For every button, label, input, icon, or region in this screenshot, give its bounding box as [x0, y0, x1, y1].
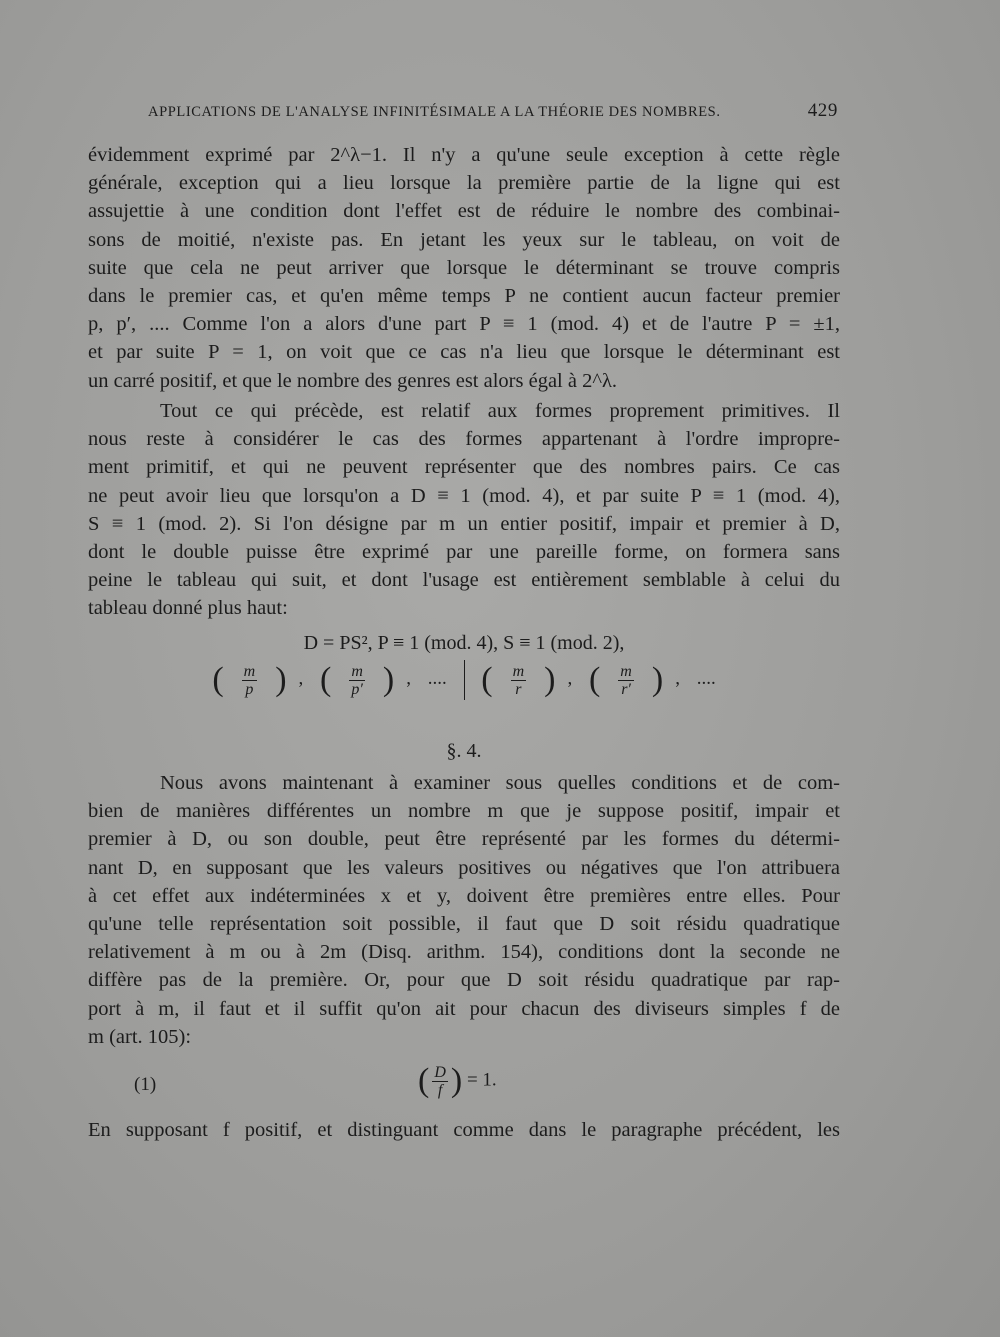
- text-line: sons de moitié, n'existe pas. En jetant les yeux sur le tableau, on voit de: [88, 228, 840, 251]
- paragraph-1: [88, 141, 840, 395]
- text-line: évidemment exprimé par 2^λ−1. Il n'y a qu'une seule exception à cette règle: [88, 144, 840, 166]
- legendre-symbol: $\frac{m}{r'}$: [620, 662, 632, 698]
- text-line: peine le tableau qui suit, et dont l'usage est entièrement semblable à celui du: [88, 569, 840, 592]
- text-line: dont le double puisse être exprimé par une pareille forme, on formera sans: [88, 540, 840, 563]
- running-header: [148, 100, 838, 128]
- paragraph-4: [88, 1116, 840, 1144]
- text-line: relativement à m ou à 2m (Disq. arithm. 154), conditions dont la seconde ne: [88, 941, 840, 964]
- equation-label: (1): [134, 1074, 157, 1095]
- text-line: bien de manières différentes un nombre m que je suppose positif, impair et: [88, 800, 840, 823]
- ellipsis: ....: [696, 668, 716, 690]
- legendre-symbol: $\frac{D}{f}$: [434, 1063, 446, 1099]
- paragraph-2: [88, 397, 840, 623]
- formula-symbols: ( $\frac{m}{p}$ ) , ( $\frac{m}{p'}$ ) , .... ( $\frac{m}{r}$ ) , ( $\frac{m}{r'}$ ) , ....: [212, 661, 716, 698]
- text-line: générale, exception qui a lieu lorsque la première partie de la ligne qui est: [88, 172, 840, 195]
- text-line: Nous avons maintenant à examiner sous quelles conditions et de com-: [160, 772, 840, 794]
- text-line: à cet effet aux indéterminées x et y, doivent être premières entre elles. Pour: [88, 884, 840, 907]
- equation-rhs: = 1.: [466, 1069, 497, 1091]
- running-title: APPLICATIONS DE L'ANALYSE INFINITÉSIMALE A LA THÉORIE DES NOMBRES.: [148, 104, 721, 120]
- text-line: Tout ce qui précède, est relatif aux formes proprement primitives. Il: [160, 400, 840, 422]
- text-line: un carré positif, et que le nombre des genres est alors égal à 2^λ.: [88, 369, 618, 392]
- text-line: En supposant f positif, et distinguant comme dans le paragraphe précédent, les: [88, 1119, 840, 1141]
- text-line: suite que cela ne peut arriver que lorsque le déterminant se trouve compris: [88, 256, 840, 279]
- legendre-symbol: $\frac{m}{p}$: [243, 662, 256, 698]
- text-line: assujettie à une condition dont l'effet est de réduire le nombre des combinai-: [88, 200, 840, 223]
- text-line: ment primitif, et qui ne peuvent représenter que des nombres pairs. Ce cas: [88, 456, 840, 479]
- text-line: p, p′, .... Comme l'on a alors d'une part P ≡ 1 (mod. 4) et de l'autre P = ±1,: [88, 313, 840, 336]
- table-divider: [464, 660, 465, 700]
- text-line: nant D, en supposant que les valeurs positives ou négatives que l'on attribuera: [88, 856, 840, 879]
- text-line: nous reste à considérer le cas des formes appartenant à l'ordre impropre-: [88, 428, 840, 451]
- legendre-symbol: $\frac{m}{r}$: [512, 662, 525, 698]
- text-line: S ≡ 1 (mod. 2). Si l'on désigne par m un entier positif, impair et premier à D,: [88, 512, 840, 535]
- page-number: 429: [807, 100, 838, 121]
- text-line: ne peut avoir lieu que lorsqu'on a D ≡ 1 (mod. 4), et par suite P ≡ 1 (mod. 4),: [88, 484, 840, 507]
- formula-determinant: D = PS², P ≡ 1 (mod. 4), S ≡ 1 (mod. 2),: [303, 632, 625, 654]
- text-line: dans le premier cas, et qu'en même temps P ne contient aucun facteur premier: [88, 284, 840, 307]
- text-line: tableau donné plus haut:: [88, 597, 288, 620]
- paragraph-3: [88, 769, 840, 1051]
- text-line: m (art. 105):: [88, 1025, 192, 1048]
- ellipsis: ....: [427, 668, 447, 690]
- text-line: et par suite P = 1, on voit que ce cas n'a lieu que lorsque le déterminant est: [88, 341, 840, 364]
- equation-1: (1) ( $\frac{D}{f}$ ) = 1.: [134, 1062, 497, 1099]
- text-line: premier à D, ou son double, peut être représenté par les formes du détermi-: [88, 828, 840, 851]
- text-line: diffère pas de la première. Or, pour que D soit résidu quadratique par rap-: [88, 969, 840, 992]
- text-line: qu'une telle représentation soit possible, il faut que D soit résidu quadratique: [88, 912, 840, 935]
- section-heading: §. 4.: [446, 740, 482, 762]
- text-line: port à m, il faut et il suffit qu'on ait pour chacun des diviseurs simples f de: [88, 997, 840, 1020]
- legendre-symbol: $\frac{m}{p'}$: [351, 662, 363, 698]
